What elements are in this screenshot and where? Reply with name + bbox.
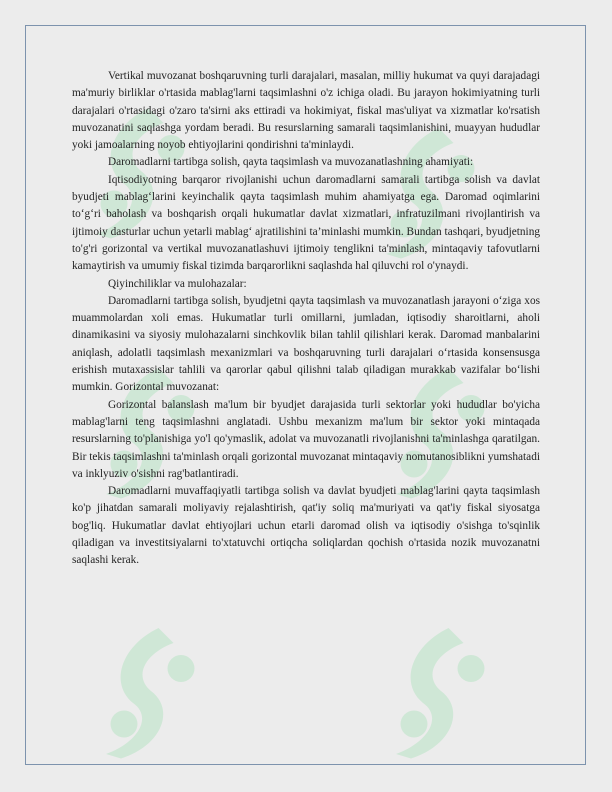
paragraph: Daromadlarni tartibga solish, byudjetni qayta taqsimlash va muvozanatlash jarayoni o‘ziga xos muammolardan xoli emas. Hukumatlar turli omillarni, jumladan, iqtisodiy sharoitlarni, aholi dinamikasini va siyosiy mulohazalarni sinchkovlik bilan tahlil qilishlari kerak. Daromad manbalarini aniqlash, adolatli taqsimlash mexanizmlari va boshqaruvning turli darajalari o‘rtasida konsensusga erishish mutaxassislar tahlili va qarorlar qabul qilishni talab qiladigan murakkab vazifalar bo‘lishi mumkin. Gorizontal muvozanat: <box>72 294 540 394</box>
paragraph: Iqtisodiyotning barqaror rivojlanishi uchun daromadlarni samarali tartibga solish va davlat byudjeti mablag‘larini keyinchalik qayta taqsimlash muhim ahamiyatga ega. Daromad oqimlarini to‘g‘ri baholash va boshqarish orqali hukumatlar davlat xizmatlari, infratuzilmani rivojlantirish va ijtimoiy dasturlar uchun yetarli mablag‘ ajratilishini ta’minlashi mumkin. Bundan tashqari, byudjetning to'g'ri gorizontal va vertikal muvozanatlashuvi ijtimoiy tenglikni ta'minlash, mintaqaviy tafovutlarni kamaytirish va umumiy fiskal tizimda barqarorlikni saqlashda hal qiluvchi rol o'ynaydi. <box>72 173 540 273</box>
paragraph: Vertikal muvozanat boshqaruvning turli darajalari, masalan, milliy hukumat va quyi darajadagi ma'muriy birliklar o'rtasida mablag'larni taqsimlashni o'z ichiga oladi. Bu jarayon hokimiyatning turli darajalari o'rtasidagi o'zaro ta'sirni aks ettiradi va hokimiyat, fiskal mas'uliyat va xizmatlar ko'rsatish muvozanatini saqlashga yordam beradi. Bu resurslarning samarali taqsimlanishini, muayyan hududlar yoki jamoalarning noyob ehtiyojlarini qondirishni ta'minlaydi. <box>72 70 540 152</box>
watermark-logo-icon <box>76 616 226 765</box>
section-heading: Daromadlarni tartibga solish, qayta taqsimlash va muvozanatlashning ahamiyati: <box>108 156 474 169</box>
watermark-logo-icon <box>366 616 516 765</box>
paragraph: Gorizontal balanslash ma'lum bir byudjet darajasida turli sektorlar yoki hududlar bo'yicha mablag'larni teng taqsimlashni anglatadi. Ushbu mexanizm ma'lum bir sektor yoki mintaqada resurslarning to'planishiga yo'l qo'ymaslik, adolat va muvozanatli rivojlanishni ta'minlashga qaratilgan. Bir tekis taqsimlashni ta'minlash orqali gorizontal muvozanat mintaqaviy nomutanosiblikni yumshatadi va inklyuziv o'sishni rag'batlantiradi. <box>72 398 540 480</box>
section-heading: Qiyinchiliklar va mulohazalar: <box>108 277 247 290</box>
paragraph: Daromadlarni muvaffaqiyatli tartibga solish va davlat byudjeti mablag'larini qayta taqsimlash ko'p jihatdan samarali moliyaviy rejalashtirish, qat'iy soliq ma'muriyati va qat'iy fiskal siyosatga bog'liq. Hukumatlar davlat ehtiyojlari uchun etarli daromad olish va iqtisodiy o'sishga to'sqinlik qiladigan va investitsiyalarni to'xtatuvchi ortiqcha soliqlardan qochish o'rtasida nozik muvozanatni saqlashi kerak. <box>72 485 540 567</box>
document-body <box>72 68 540 570</box>
